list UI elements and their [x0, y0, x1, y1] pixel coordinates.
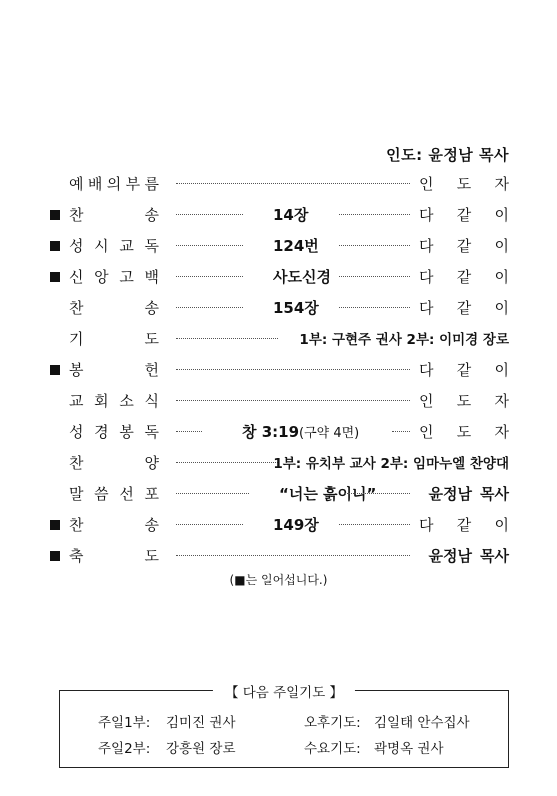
order-detail: 149장: [273, 515, 319, 534]
leader-word: 윤정남: [428, 484, 473, 503]
stand-marker-icon: [50, 210, 60, 220]
stand-marker-icon: [50, 520, 60, 530]
label-char: 경: [94, 422, 109, 441]
standing-note: (■는 일어섭니다.): [229, 573, 328, 587]
leader-dots: [176, 462, 278, 463]
label-char: 부: [125, 174, 141, 193]
prayer-name-sunday2: 강흥원 장로: [166, 741, 236, 757]
prayer-label-sunday1: 주일1부:: [98, 715, 151, 731]
order-row: [0, 265, 557, 291]
label-char: 찬: [69, 205, 84, 224]
leader-char: 이: [494, 267, 509, 286]
leader-char: 다: [419, 205, 434, 224]
leader-word: 목사: [480, 484, 509, 503]
label-char: 양: [144, 453, 159, 472]
leader-dots: [176, 493, 249, 494]
label-char: 찬: [69, 298, 84, 317]
leader-dots: [176, 245, 243, 246]
label-char: 배: [87, 174, 103, 193]
leader-dots: [176, 524, 243, 525]
leader-char: 자: [494, 391, 509, 410]
order-label: [69, 513, 159, 535]
next-prayer-title: 【 다음 주일기도 】: [213, 681, 355, 701]
leader-dots: [176, 307, 243, 308]
leader-char: 다: [419, 298, 434, 317]
label-char: 포: [144, 484, 159, 503]
leader-char: 같: [456, 267, 472, 286]
label-char: 고: [119, 267, 134, 286]
label-char: 송: [144, 298, 159, 317]
leader-char: 이: [494, 360, 509, 379]
order-row: [0, 420, 557, 446]
leader-char: 이: [494, 236, 509, 255]
order-leader: [419, 296, 509, 318]
leader-char: 같: [456, 236, 472, 255]
leader-word: 윤정남: [428, 546, 473, 565]
label-char: 회: [94, 391, 109, 410]
order-row: [0, 172, 557, 198]
order-leader: [419, 172, 509, 194]
leader-char: 다: [419, 267, 434, 286]
order-detail: 154장: [273, 298, 319, 317]
label-char: 백: [144, 267, 159, 286]
order-label: [69, 544, 159, 566]
next-prayer-box: [59, 685, 509, 768]
leader-dots: [176, 369, 410, 370]
order-row: [0, 389, 557, 415]
leader-dots: [176, 338, 278, 339]
leader-dots: [339, 245, 410, 246]
leader-dots: [339, 307, 410, 308]
leader-dots: [176, 276, 243, 277]
order-detail: “너는 흙이니”: [279, 484, 377, 503]
leader-dots: [339, 276, 410, 277]
leader-dots: [176, 555, 410, 556]
leader-dots: [176, 400, 410, 401]
order-row: [0, 203, 557, 229]
scripture-page: (구약 4면): [299, 425, 360, 441]
order-leader: [429, 544, 509, 566]
prayer-name-wednesday: 곽명옥 권사: [374, 741, 444, 757]
leader-char: 도: [456, 391, 472, 410]
order-label: [69, 172, 159, 194]
leader-char: 같: [456, 515, 472, 534]
label-char: 시: [94, 236, 109, 255]
label-char: 봉: [119, 422, 134, 441]
order-detail: 14장: [273, 205, 309, 224]
label-char: 축: [69, 546, 84, 565]
order-label: [69, 296, 159, 318]
label-char: 성: [69, 422, 84, 441]
order-row: [0, 327, 557, 353]
label-char: 도: [144, 546, 159, 565]
order-row: [0, 296, 557, 322]
stand-marker-icon: [50, 272, 60, 282]
label-char: 신: [69, 267, 84, 286]
label-char: 찬: [69, 515, 84, 534]
leader-char: 이: [494, 298, 509, 317]
leader-char: 같: [456, 205, 472, 224]
order-leader: [419, 513, 509, 535]
order-detail: 124번: [273, 236, 319, 255]
label-char: 름: [144, 174, 159, 193]
label-char: 찬: [69, 453, 84, 472]
leader-char: 이: [494, 205, 509, 224]
label-char: 씀: [94, 484, 109, 503]
leader-char: 이: [494, 515, 509, 534]
leader-dots: [339, 214, 410, 215]
label-char: 봉: [69, 360, 84, 379]
leader-char: 인: [419, 391, 434, 410]
leader-dots: [345, 493, 410, 494]
order-label: [69, 234, 159, 256]
label-char: 의: [106, 174, 122, 193]
prayer-label-wednesday: 수요기도:: [304, 741, 361, 757]
label-char: 식: [144, 391, 159, 410]
label-char: 교: [69, 391, 84, 410]
order-leader-text: 1부: 유치부 교사 2부: 임마누엘 찬양대: [273, 456, 509, 472]
leader-dots: [392, 431, 410, 432]
order-label: [69, 482, 159, 504]
leader-char: 다: [419, 515, 434, 534]
leader-word: 목사: [480, 546, 509, 565]
label-char: 앙: [94, 267, 109, 286]
scripture-reference: [242, 420, 359, 442]
stand-marker-icon: [50, 241, 60, 251]
order-row: [0, 358, 557, 384]
label-char: 독: [144, 422, 159, 441]
leader-char: 자: [494, 174, 509, 193]
leader-char: 인: [419, 422, 434, 441]
order-leader: [419, 389, 509, 411]
order-leader: [419, 265, 509, 287]
order-row: [0, 482, 557, 508]
order-leader-text: 1부: 구현주 권사 2부: 이미경 장로: [299, 332, 509, 348]
label-char: 헌: [144, 360, 159, 379]
leader-char: 도: [456, 174, 472, 193]
stand-marker-icon: [50, 365, 60, 375]
stand-marker-icon: [50, 551, 60, 561]
prayer-name-afternoon: 김일태 안수집사: [374, 715, 470, 731]
label-char: 말: [69, 484, 84, 503]
order-label: [69, 451, 159, 473]
order-label: [69, 389, 159, 411]
order-label: [69, 327, 159, 349]
leader-char: 다: [419, 236, 434, 255]
leader-dots: [176, 214, 243, 215]
label-char: 송: [144, 515, 159, 534]
label-char: 예: [69, 174, 84, 193]
leader-char: 같: [456, 298, 472, 317]
order-leader: [419, 234, 509, 256]
order-label: [69, 203, 159, 225]
order-leader: [429, 482, 509, 504]
label-char: 소: [119, 391, 134, 410]
leader-char: 다: [419, 360, 434, 379]
leader-char: 인: [419, 174, 434, 193]
label-char: 도: [144, 329, 159, 348]
leader-char: 같: [456, 360, 472, 379]
leader-title: 인도: 윤정남 목사: [386, 146, 509, 164]
scripture-verse: 창 3:19: [242, 422, 300, 441]
leader-dots: [339, 524, 410, 525]
leader-dots: [176, 431, 202, 432]
order-label: [69, 358, 159, 380]
label-char: 송: [144, 205, 159, 224]
order-leader: [419, 203, 509, 225]
prayer-name-sunday1: 김미진 권사: [166, 715, 236, 731]
label-char: 성: [69, 236, 84, 255]
order-row: [0, 513, 557, 539]
order-detail: 사도신경: [273, 267, 331, 286]
label-char: 기: [69, 329, 84, 348]
leader-char: 자: [494, 422, 509, 441]
label-char: 독: [144, 236, 159, 255]
label-char: 선: [119, 484, 134, 503]
leader-dots: [176, 183, 410, 184]
order-leader: [419, 358, 509, 380]
order-label: [69, 420, 159, 442]
prayer-label-sunday2: 주일2부:: [98, 741, 151, 757]
prayer-label-afternoon: 오후기도:: [304, 715, 361, 731]
order-leader: [419, 420, 509, 442]
leader-char: 도: [456, 422, 472, 441]
order-row: [0, 451, 557, 477]
order-row: [0, 234, 557, 260]
label-char: 교: [119, 236, 134, 255]
order-row: [0, 544, 557, 570]
order-label: [69, 265, 159, 287]
